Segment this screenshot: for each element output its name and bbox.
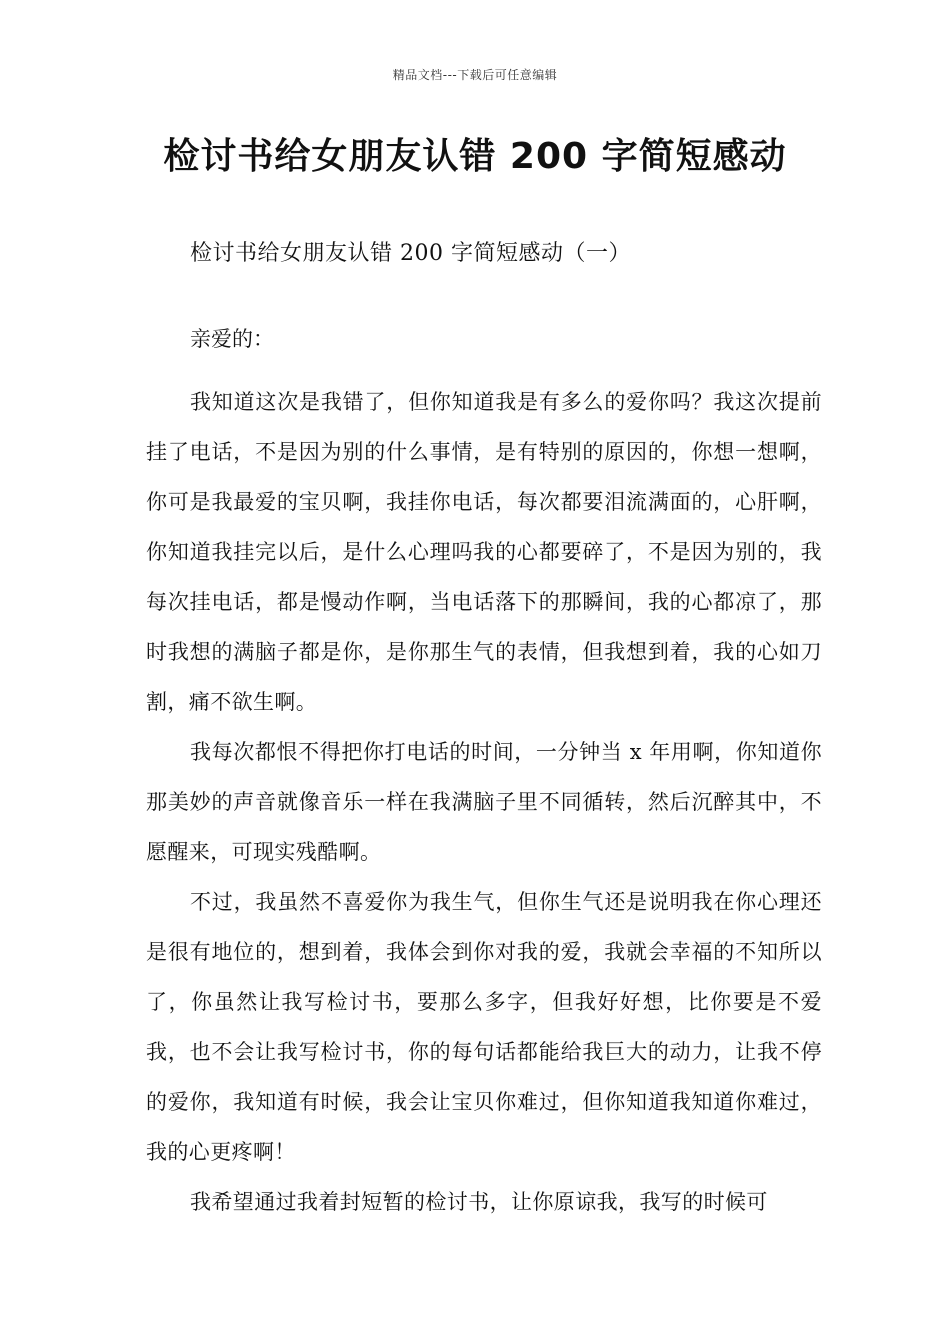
paragraph: 我知道这次是我错了，但你知道我是有多么的爱你吗？我这次提前挂了电话，不是因为别的什么事情，是有特别的原因的，你想一想啊，你可是我最爱的宝贝啊，我挂你电话，每次都要泪流满面的，心肝啊，你知道我挂完以后，是什么心理吗我的心都要碎了，不是因为别的，我每次挂电话，都是慢动作啊，当电话落下的那瞬间，我的心都凉了，那时我想的满脑子都是你，是你那生气的表情，但我想到着，我的心如刀割，痛不欲生啊。 xyxy=(146,390,822,714)
document-subtitle: 检讨书给女朋友认错 200 字简短感动（一） xyxy=(190,241,631,266)
header-note: 精品文档---下载后可任意编辑 xyxy=(392,68,558,82)
document-body xyxy=(146,326,822,1227)
paragraph: 我每次都恨不得把你打电话的时间，一分钟当 x 年用啊，你知道你那美妙的声音就像音乐一样在我满脑子里不同循转，然后沉醉其中，不愿醒来，可现实残酷啊。 xyxy=(146,740,822,864)
paragraph: 不过，我虽然不喜爱你为我生气，但你生气还是说明我在你心理还是很有地位的，想到着，我体会到你对我的爱，我就会幸福的不知所以了，你虽然让我写检讨书，要那么多字，但我好好想，比你要是不爱我，也不会让我写检讨书，你的每句话都能给我巨大的动力，让我不停的爱你，我知道有时候，我会让宝贝你难过，但你知道我知道你难过，我的心更疼啊！ xyxy=(146,890,822,1164)
paragraph: 我希望通过我着封短暂的检讨书，让你原谅我，我写的时候可 xyxy=(190,1190,768,1214)
document-title: 检讨书给女朋友认错 200 字简短感动 xyxy=(163,136,787,177)
greeting: 亲爱的： xyxy=(190,327,274,351)
